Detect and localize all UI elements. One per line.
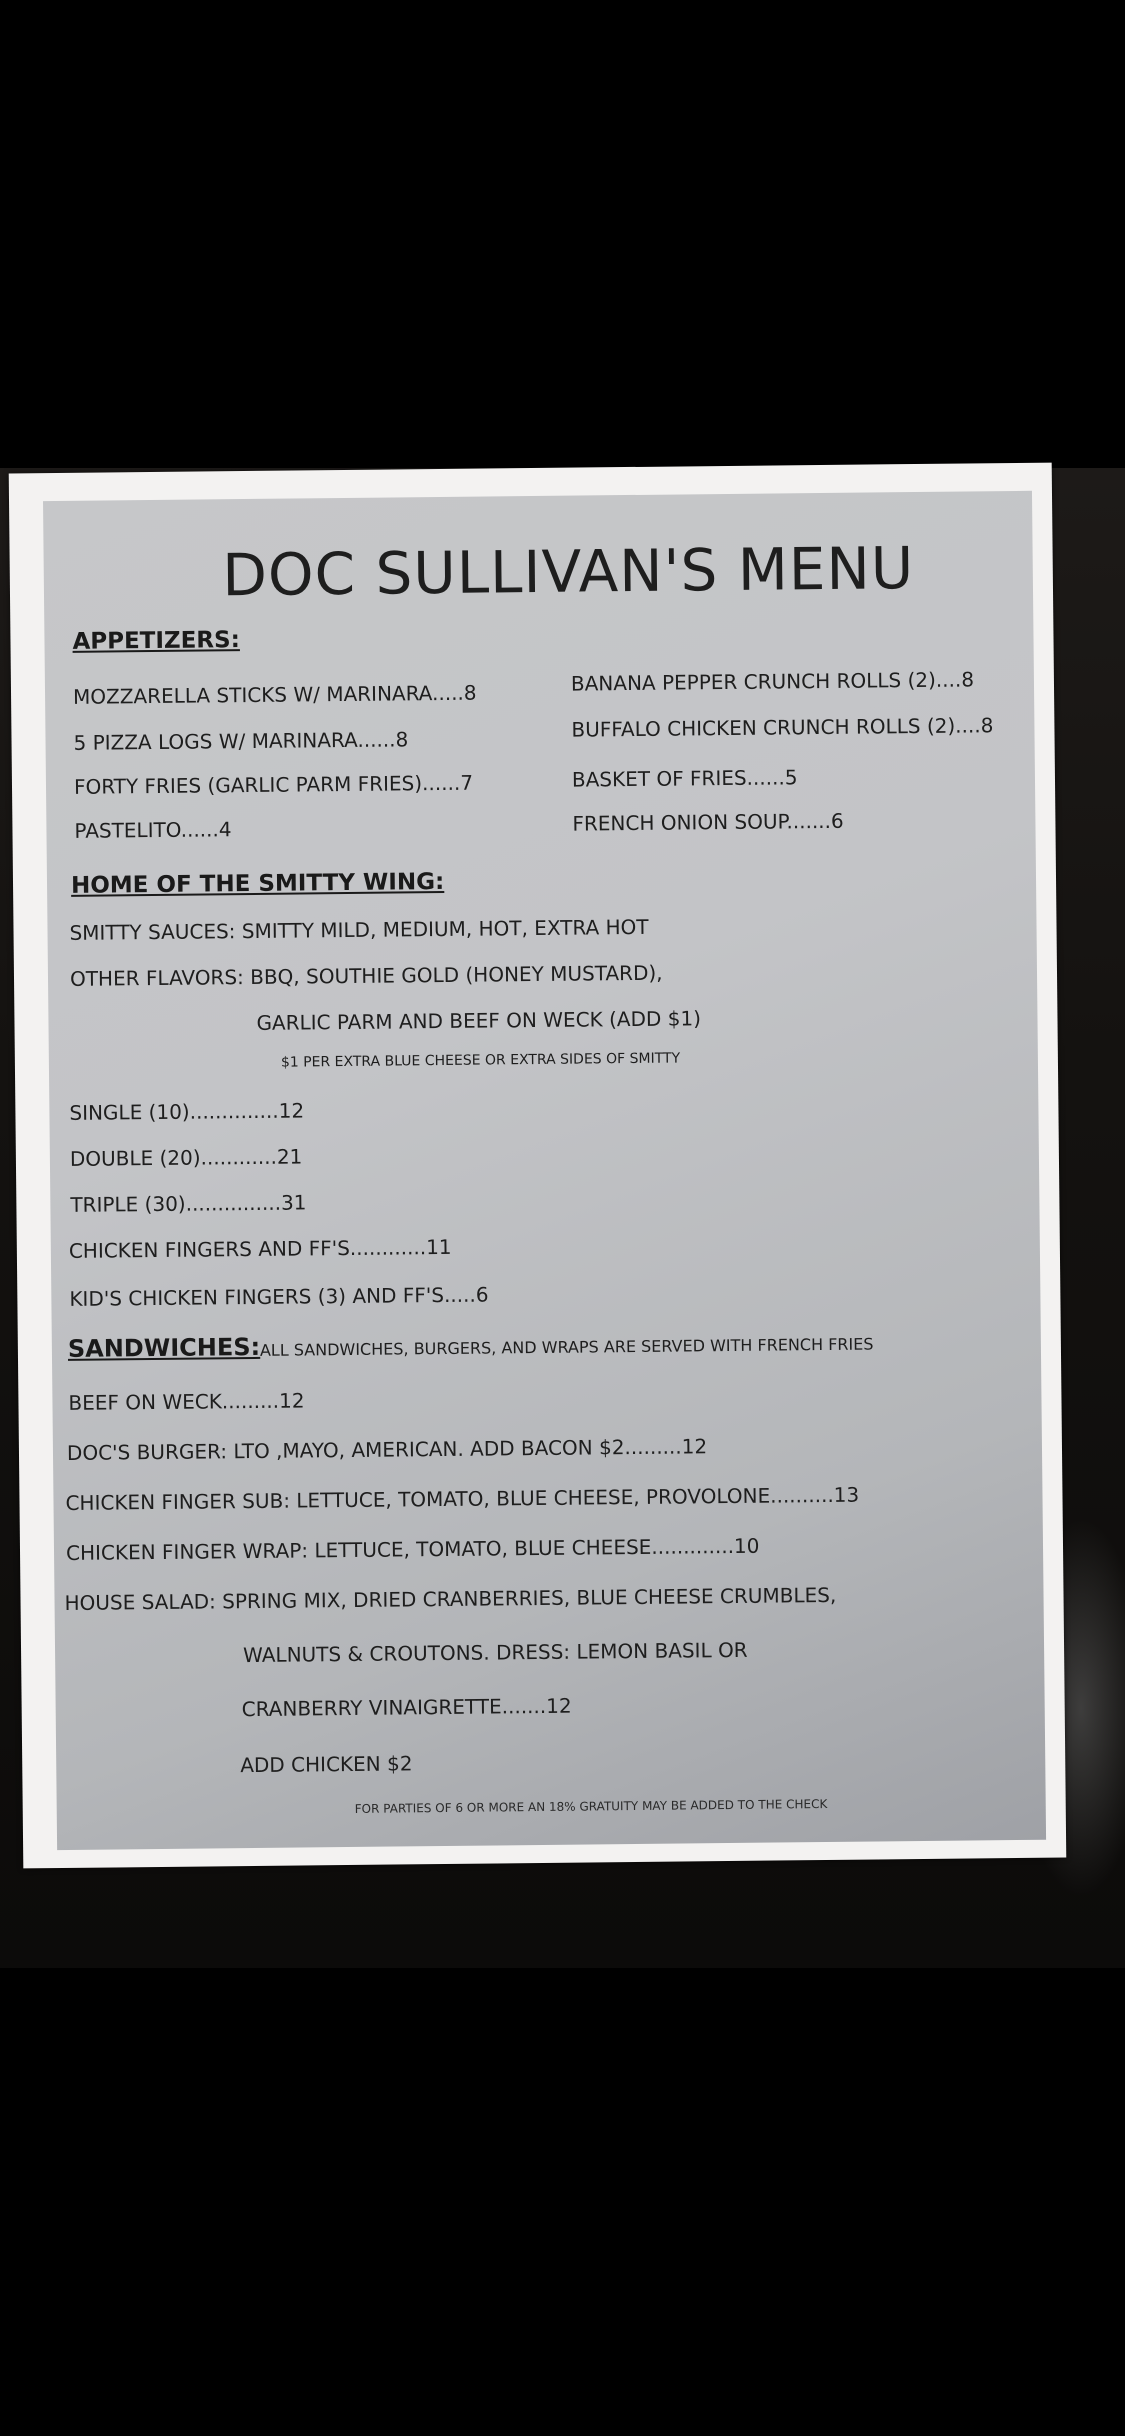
menu-item: BEEF ON WECK.........12 [68,1388,305,1415]
menu-item: BUFFALO CHICKEN CRUNCH ROLLS (2)....8 [571,713,994,742]
other-flavors-line: OTHER FLAVORS: BBQ, SOUTHIE GOLD (HONEY MUSTARD), [69,960,663,991]
salad-detail: ADD CHICKEN $2 [240,1751,413,1778]
appetizers-heading: APPETIZERS: [72,627,240,655]
menu-content [43,491,1046,1850]
sandwiches-note: ALL SANDWICHES, BURGERS, AND WRAPS ARE SERVED WITH FRENCH FRIES [259,1334,874,1360]
salad-detail: WALNUTS & CROUTONS. DRESS: LEMON BASIL OR [242,1637,748,1668]
menu-item: PASTELITO......4 [74,817,232,843]
menu-item: FORTY FRIES (GARLIC PARM FRIES)......7 [73,770,474,799]
gratuity-note: FOR PARTIES OF 6 OR MORE AN 18% GRATUITY MAY BE ADDED TO THE CHECK [354,1797,828,1816]
wings-heading: HOME OF THE SMITTY WING: [70,868,445,899]
menu-paper [9,463,1067,1869]
menu-item: BANANA PEPPER CRUNCH ROLLS (2)....8 [570,667,975,696]
menu-item: CHICKEN FINGER WRAP: LETTUCE, TOMATO, BLUE CHEESE.............10 [65,1533,760,1565]
menu-item: MOZZARELLA STICKS W/ MARINARA.....8 [72,680,477,709]
menu-title: DOC SULLIVAN'S MENU [221,534,915,610]
other-flavors-line: GARLIC PARM AND BEEF ON WECK (ADD $1) [256,1006,702,1035]
menu-item: DOUBLE (20)............21 [69,1144,303,1171]
menu-item: TRIPLE (30)...............31 [70,1190,307,1217]
menu-printed-area [43,491,1046,1850]
menu-item: FRENCH ONION SOUP.......6 [572,808,844,836]
sandwiches-heading: SANDWICHES: [67,1332,261,1363]
extra-sides-note: $1 PER EXTRA BLUE CHEESE OR EXTRA SIDES OF SMITTY [280,1050,681,1071]
sauces-line: SMITTY SAUCES: SMITTY MILD, MEDIUM, HOT, EXTRA HOT [69,914,649,945]
menu-item: CHICKEN FINGERS AND FF'S............11 [68,1234,452,1263]
menu-item: BASKET OF FRIES......5 [571,765,798,792]
menu-item: SINGLE (10)..............12 [69,1098,305,1125]
menu-item: KID'S CHICKEN FINGERS (3) AND FF'S.....6 [69,1282,489,1311]
menu-item: DOC'S BURGER: LTO ,MAYO, AMERICAN. ADD BACON $2.........12 [66,1434,708,1465]
salad-detail: CRANBERRY VINAIGRETTE.......12 [241,1693,572,1722]
menu-item: 5 PIZZA LOGS W/ MARINARA......8 [73,727,409,755]
menu-item: HOUSE SALAD: SPRING MIX, DRIED CRANBERRIES, BLUE CHEESE CRUMBLES, [64,1582,837,1615]
menu-item: CHICKEN FINGER SUB: LETTUCE, TOMATO, BLUE CHEESE, PROVOLONE..........13 [65,1482,860,1515]
